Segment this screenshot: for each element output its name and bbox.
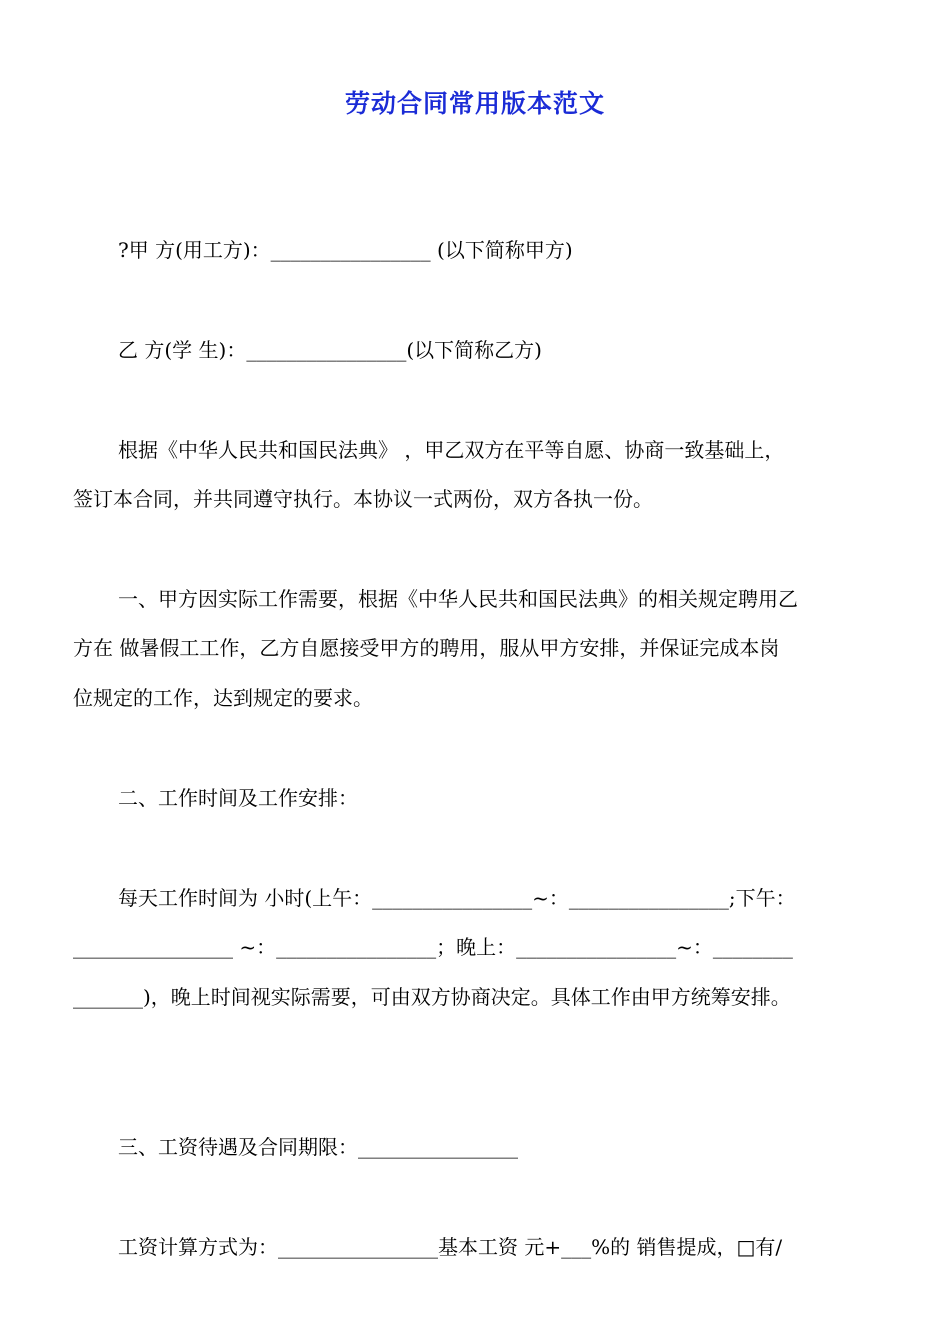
intro-line-2: 签订本合同，并共同遵守执行。本协议一式两份，双方各执一份。 xyxy=(73,487,653,511)
document-title: 劳动合同常用版本范文 xyxy=(344,89,605,118)
clause1-line-1: 一、甲方因实际工作需要，根据《中华人民共和国民法典》的相关规定聘用乙 xyxy=(118,587,798,611)
intro-line-1: 根据《中华人民共和国民法典》 ，甲乙双方在平等自愿、协商一致基础上， xyxy=(118,438,785,462)
clause1-line-3: 位规定的工作，达到规定的要求。 xyxy=(73,686,373,710)
party-b-line: 乙 方(学 生)：________________(以下简称乙方) xyxy=(118,338,542,362)
clause1-line-2: 方在 做暑假工工作，乙方自愿接受甲方的聘用，服从甲方安排，并保证完成本岗 xyxy=(73,636,780,660)
party-a-line: ?甲 方(用工方)：________________ (以下简称甲方) xyxy=(118,238,573,262)
clause2-line-1: 每天工作时间为 小时(上午：________________~：________________;下午： xyxy=(118,886,796,910)
clause3-line-1: 工资计算方式为：________________基本工资 元+___%的 销售提成，□有/ xyxy=(118,1235,783,1259)
clause2-line-3: _______)，晚上时间视实际需要，可由双方协商决定。具体工作由甲方统筹安排。 xyxy=(73,985,791,1009)
clause2-heading: 二、工作时间及工作安排： xyxy=(118,786,358,810)
clause2-line-2: ________________ ~：________________；晚上：________________~：________ xyxy=(73,935,793,959)
clause3-heading: 三、工资待遇及合同期限：________________ xyxy=(118,1135,518,1159)
